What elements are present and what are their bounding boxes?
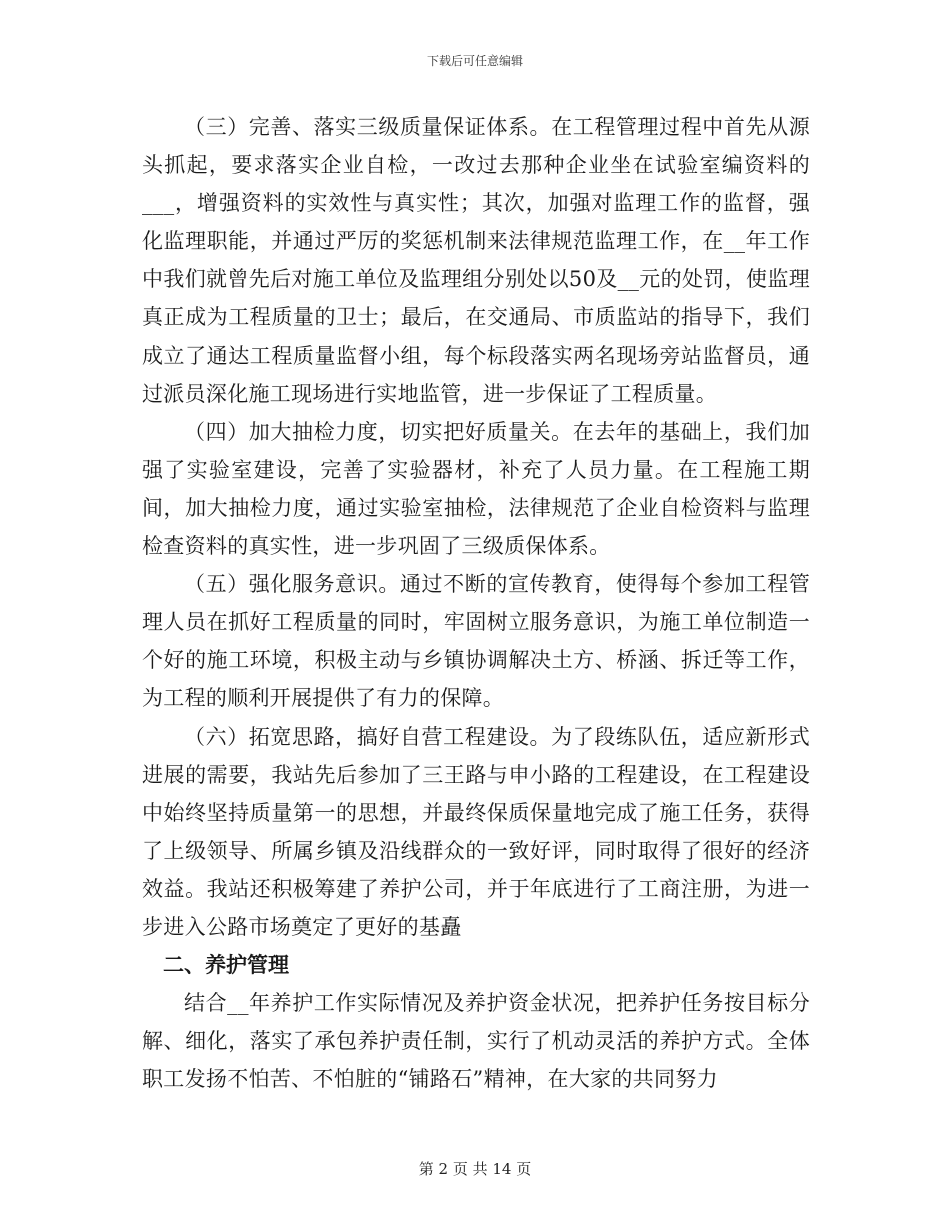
page-header: 下载后可任意编辑 — [426, 54, 523, 68]
section-heading-maintenance: 二、养护管理 — [163, 953, 289, 978]
paragraph-self-built-projects: （六）拓宽思路，搞好自营工程建设。为了段练队伍，适应新形式进展的需要，我站先后参加了三王路与申小路的工程建设，在工程建设中始终坚持质量第一的思想，并最终保质保量地完成了施工任务，获得了上级领导、所属乡镇及沿线群众的一致好评，同时取得了很好的经济效益。我站还积极筹建了养护公司，并于年底进行了工商注册，为进一步进入公路市场奠定了更好的基矗 — [142, 724, 810, 939]
document-body — [142, 108, 810, 1098]
paragraph-inspection: （四）加大抽检力度，切实把好质量关。在去年的基础上，我们加强了实验室建设，完善了实验器材，补充了人员力量。在工程施工期间，加大抽检力度，通过实验室抽检，法律规范了企业自检资料与监理检查资料的真实性，进一步巩固了三级质保体系。 — [142, 419, 810, 559]
paragraph-quality-system: （三）完善、落实三级质量保证体系。在工程管理过程中首先从源头抓起，要求落实企业自检，一改过去那种企业坐在试验室编资料的___，增强资料的实效性与真实性；其次，加强对监理工作的监督，强化监理职能，并通过严厉的奖惩机制来法律规范监理工作，在__年工作中我们就曾先后对施工单位及监理组分别处以50及__元的处罚，使监理真正成为工程质量的卫士；最后，在交通局、市质监站的指导下，我们成立了通达工程质量监督小组，每个标段落实两名现场旁站监督员，通过派员深化施工现场进行实地监管，进一步保证了工程质量。 — [142, 115, 810, 406]
paragraph-service: （五）强化服务意识。通过不断的宣传教育，使得每个参加工程管理人员在抓好工程质量的同时，牢固树立服务意识，为施工单位制造一个好的施工环境，积极主动与乡镇协调解决土方、桥涵、拆迁等工作，为工程的顺利开展提供了有力的保障。 — [142, 572, 810, 711]
page-number: 第 2 页 共 14 页 — [418, 1160, 532, 1178]
paragraph-maintenance: 结合__年养护工作实际情况及养护资金状况，把养护任务按目标分解、细化，落实了承包养护责任制，实行了机动灵活的养护方式。全体职工发扬不怕苦、不怕脏的“铺路石”精神，在大家的共同努力 — [142, 991, 810, 1092]
